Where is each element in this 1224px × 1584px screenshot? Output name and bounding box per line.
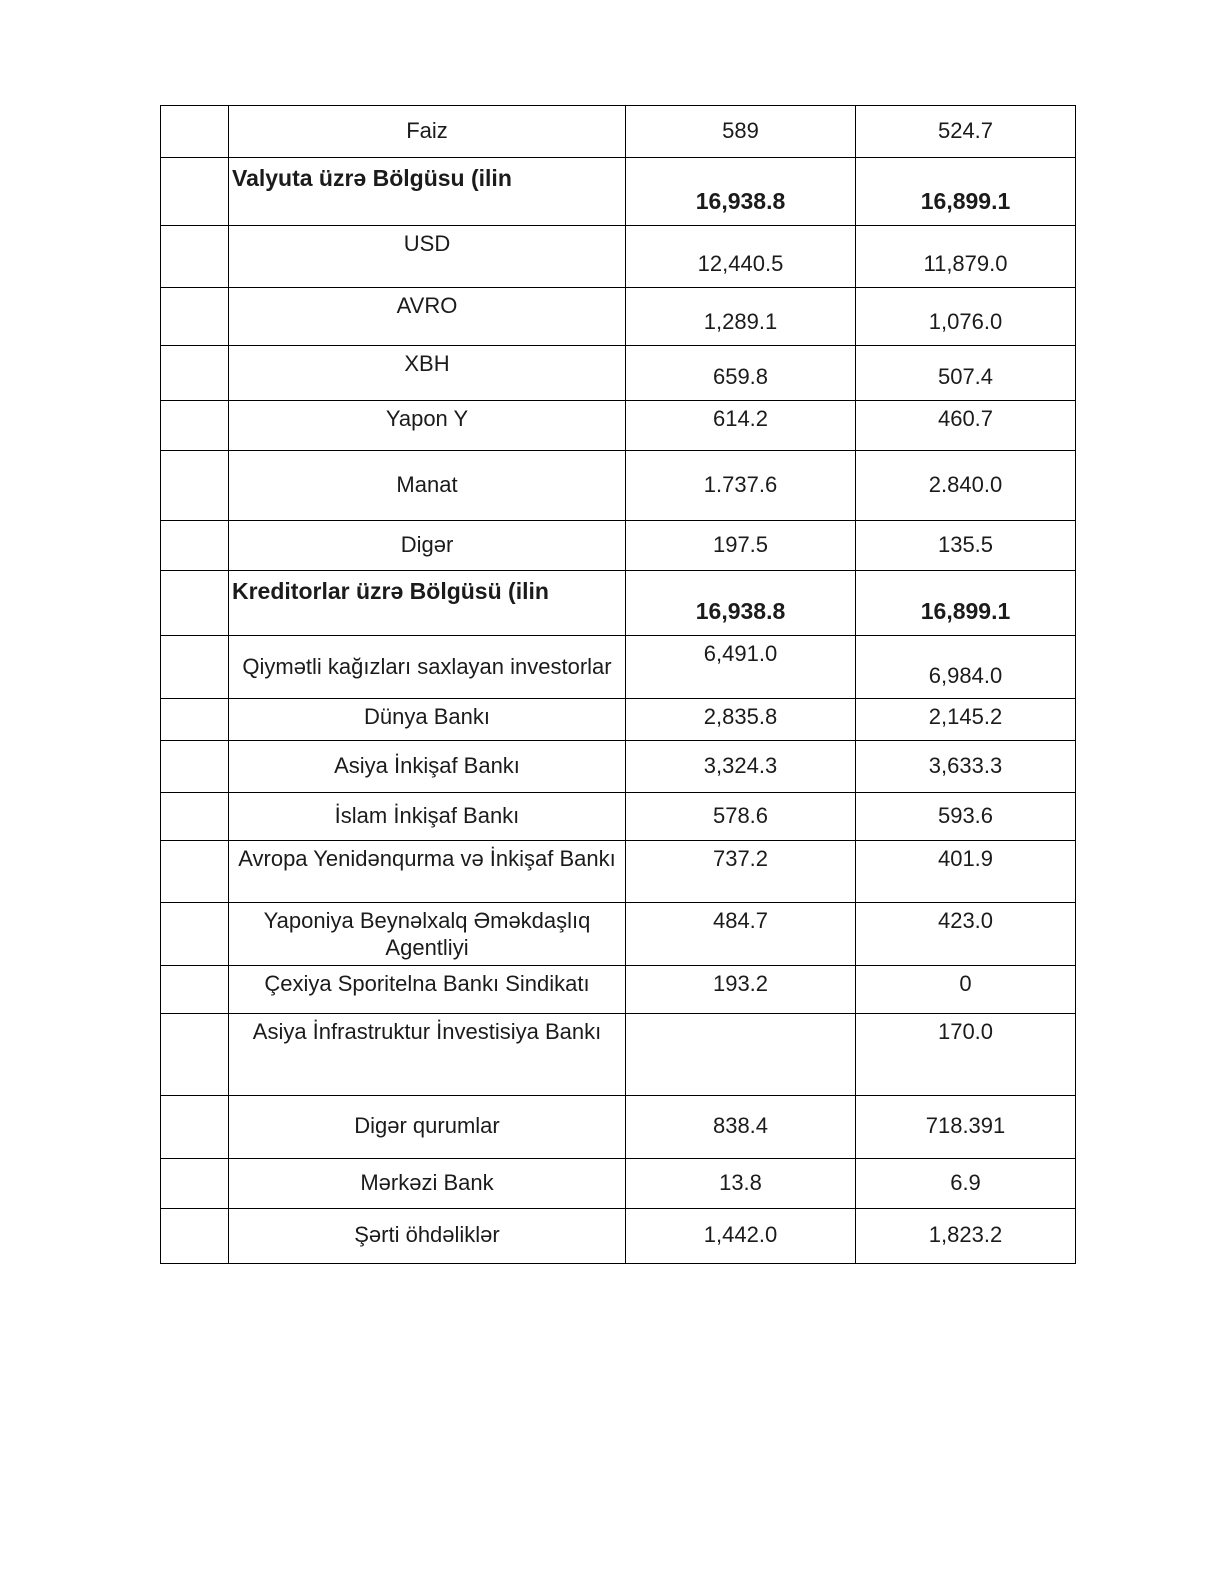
table-row bbox=[161, 401, 1076, 451]
table-row bbox=[161, 636, 1076, 699]
value-col-2: 460.7 bbox=[856, 401, 1076, 451]
value-col-1: 12,440.5 bbox=[626, 226, 856, 288]
table-row bbox=[161, 1095, 1076, 1158]
value-col-1: 614.2 bbox=[626, 401, 856, 451]
row-label: Şərti öhdəliklər bbox=[229, 1208, 626, 1263]
table-row bbox=[161, 1208, 1076, 1263]
row-label: Valyuta üzrə Bölgüsu (ilin bbox=[229, 158, 626, 226]
value-col-1: 193.2 bbox=[626, 965, 856, 1013]
table-row bbox=[161, 288, 1076, 346]
spacer-cell bbox=[161, 571, 229, 636]
row-label: Digər qurumlar bbox=[229, 1095, 626, 1158]
table-row bbox=[161, 1158, 1076, 1208]
financial-table bbox=[160, 105, 1076, 1264]
row-label: Qiymətli kağızları saxlayan investorlar bbox=[229, 636, 626, 699]
table-row bbox=[161, 699, 1076, 741]
value-col-1: 1,289.1 bbox=[626, 288, 856, 346]
value-col-1: 1,442.0 bbox=[626, 1208, 856, 1263]
row-label: XBH bbox=[229, 346, 626, 401]
value-col-2: 2.840.0 bbox=[856, 451, 1076, 521]
value-col-1: 578.6 bbox=[626, 793, 856, 841]
spacer-cell bbox=[161, 965, 229, 1013]
row-label: USD bbox=[229, 226, 626, 288]
spacer-cell bbox=[161, 226, 229, 288]
spacer-cell bbox=[161, 1095, 229, 1158]
value-col-1: 16,938.8 bbox=[626, 158, 856, 226]
table-row bbox=[161, 793, 1076, 841]
value-col-2: 401.9 bbox=[856, 841, 1076, 903]
row-label: Avropa Yenidənqurma və İnkişaf Bankı bbox=[229, 841, 626, 903]
spacer-cell bbox=[161, 699, 229, 741]
value-col-2: 6,984.0 bbox=[856, 636, 1076, 699]
value-col-2: 16,899.1 bbox=[856, 571, 1076, 636]
value-col-1: 737.2 bbox=[626, 841, 856, 903]
value-col-2: 135.5 bbox=[856, 521, 1076, 571]
table-row bbox=[161, 903, 1076, 966]
spacer-cell bbox=[161, 1158, 229, 1208]
value-col-2: 170.0 bbox=[856, 1013, 1076, 1095]
table-row bbox=[161, 451, 1076, 521]
value-col-1: 3,324.3 bbox=[626, 741, 856, 793]
value-col-1: 1.737.6 bbox=[626, 451, 856, 521]
spacer-cell bbox=[161, 521, 229, 571]
spacer-cell bbox=[161, 158, 229, 226]
row-label: Manat bbox=[229, 451, 626, 521]
value-col-1: 484.7 bbox=[626, 903, 856, 966]
value-col-1: 16,938.8 bbox=[626, 571, 856, 636]
value-col-1: 659.8 bbox=[626, 346, 856, 401]
spacer-cell bbox=[161, 1208, 229, 1263]
row-label: Çexiya Sporitelna Bankı Sindikatı bbox=[229, 965, 626, 1013]
table-row bbox=[161, 841, 1076, 903]
value-col-1: 2,835.8 bbox=[626, 699, 856, 741]
spacer-cell bbox=[161, 903, 229, 966]
value-col-2: 3,633.3 bbox=[856, 741, 1076, 793]
table-row bbox=[161, 741, 1076, 793]
value-col-2: 16,899.1 bbox=[856, 158, 1076, 226]
value-col-1: 838.4 bbox=[626, 1095, 856, 1158]
spacer-cell bbox=[161, 451, 229, 521]
value-col-2: 6.9 bbox=[856, 1158, 1076, 1208]
row-label: Kreditorlar üzrə Bölgüsü (ilin bbox=[229, 571, 626, 636]
table-row bbox=[161, 106, 1076, 158]
value-col-2: 0 bbox=[856, 965, 1076, 1013]
row-label: Dünya Bankı bbox=[229, 699, 626, 741]
row-label: İslam İnkişaf Bankı bbox=[229, 793, 626, 841]
value-col-2: 524.7 bbox=[856, 106, 1076, 158]
table-row bbox=[161, 965, 1076, 1013]
spacer-cell bbox=[161, 636, 229, 699]
spacer-cell bbox=[161, 741, 229, 793]
row-label: Mərkəzi Bank bbox=[229, 1158, 626, 1208]
value-col-1 bbox=[626, 1013, 856, 1095]
value-col-2: 2,145.2 bbox=[856, 699, 1076, 741]
table-row bbox=[161, 521, 1076, 571]
row-label: Digər bbox=[229, 521, 626, 571]
spacer-cell bbox=[161, 346, 229, 401]
spacer-cell bbox=[161, 106, 229, 158]
table-row bbox=[161, 1013, 1076, 1095]
value-col-1: 197.5 bbox=[626, 521, 856, 571]
row-label: Asiya İnfrastruktur İnvestisiya Bankı bbox=[229, 1013, 626, 1095]
row-label: Faiz bbox=[229, 106, 626, 158]
value-col-2: 1,823.2 bbox=[856, 1208, 1076, 1263]
spacer-cell bbox=[161, 401, 229, 451]
value-col-2: 718.391 bbox=[856, 1095, 1076, 1158]
table-row bbox=[161, 346, 1076, 401]
value-col-1: 6,491.0 bbox=[626, 636, 856, 699]
table-row bbox=[161, 226, 1076, 288]
value-col-1: 13.8 bbox=[626, 1158, 856, 1208]
row-label: Yapon Y bbox=[229, 401, 626, 451]
value-col-2: 1,076.0 bbox=[856, 288, 1076, 346]
spacer-cell bbox=[161, 1013, 229, 1095]
value-col-1: 589 bbox=[626, 106, 856, 158]
row-label: Yaponiya Beynəlxalq Əməkdaşlıq Agentliyi bbox=[229, 903, 626, 966]
row-label: AVRO bbox=[229, 288, 626, 346]
value-col-2: 11,879.0 bbox=[856, 226, 1076, 288]
value-col-2: 593.6 bbox=[856, 793, 1076, 841]
spacer-cell bbox=[161, 288, 229, 346]
value-col-2: 507.4 bbox=[856, 346, 1076, 401]
row-label: Asiya İnkişaf Bankı bbox=[229, 741, 626, 793]
value-col-2: 423.0 bbox=[856, 903, 1076, 966]
spacer-cell bbox=[161, 841, 229, 903]
table-row-section bbox=[161, 158, 1076, 226]
table-row-section bbox=[161, 571, 1076, 636]
spacer-cell bbox=[161, 793, 229, 841]
